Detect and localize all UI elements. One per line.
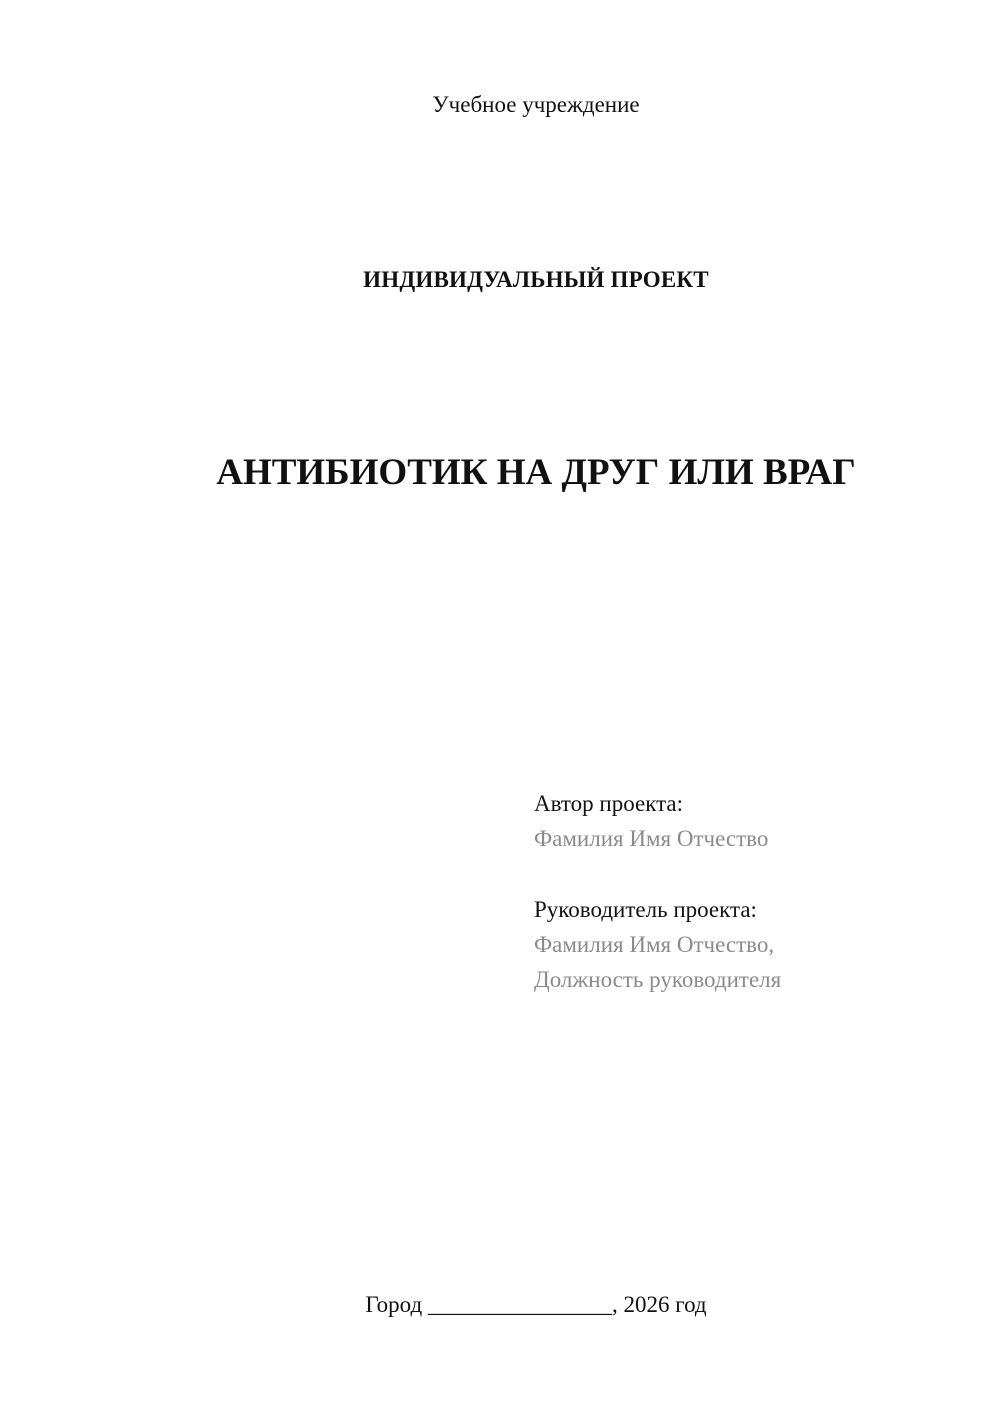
- city-year-line: Город ________________, 2026 год: [365, 1292, 707, 1317]
- institution-name: Учебное учреждение: [432, 92, 640, 117]
- supervisor-position: Должность руководителя: [534, 967, 782, 992]
- project-info-block: [534, 786, 974, 997]
- project-type-heading: ИНДИВИДУАЛЬНЫЙ ПРОЕКТ: [363, 267, 709, 292]
- author-label: Автор проекта:: [534, 791, 683, 816]
- author-name: Фамилия Имя Отчество: [534, 826, 769, 851]
- supervisor-label: Руководитель проекта:: [534, 897, 757, 922]
- info-spacer: [534, 856, 974, 892]
- project-title: АНТИБИОТИК НА ДРУГ ИЛИ ВРАГ: [216, 452, 856, 493]
- supervisor-name: Фамилия Имя Отчество,: [534, 932, 775, 957]
